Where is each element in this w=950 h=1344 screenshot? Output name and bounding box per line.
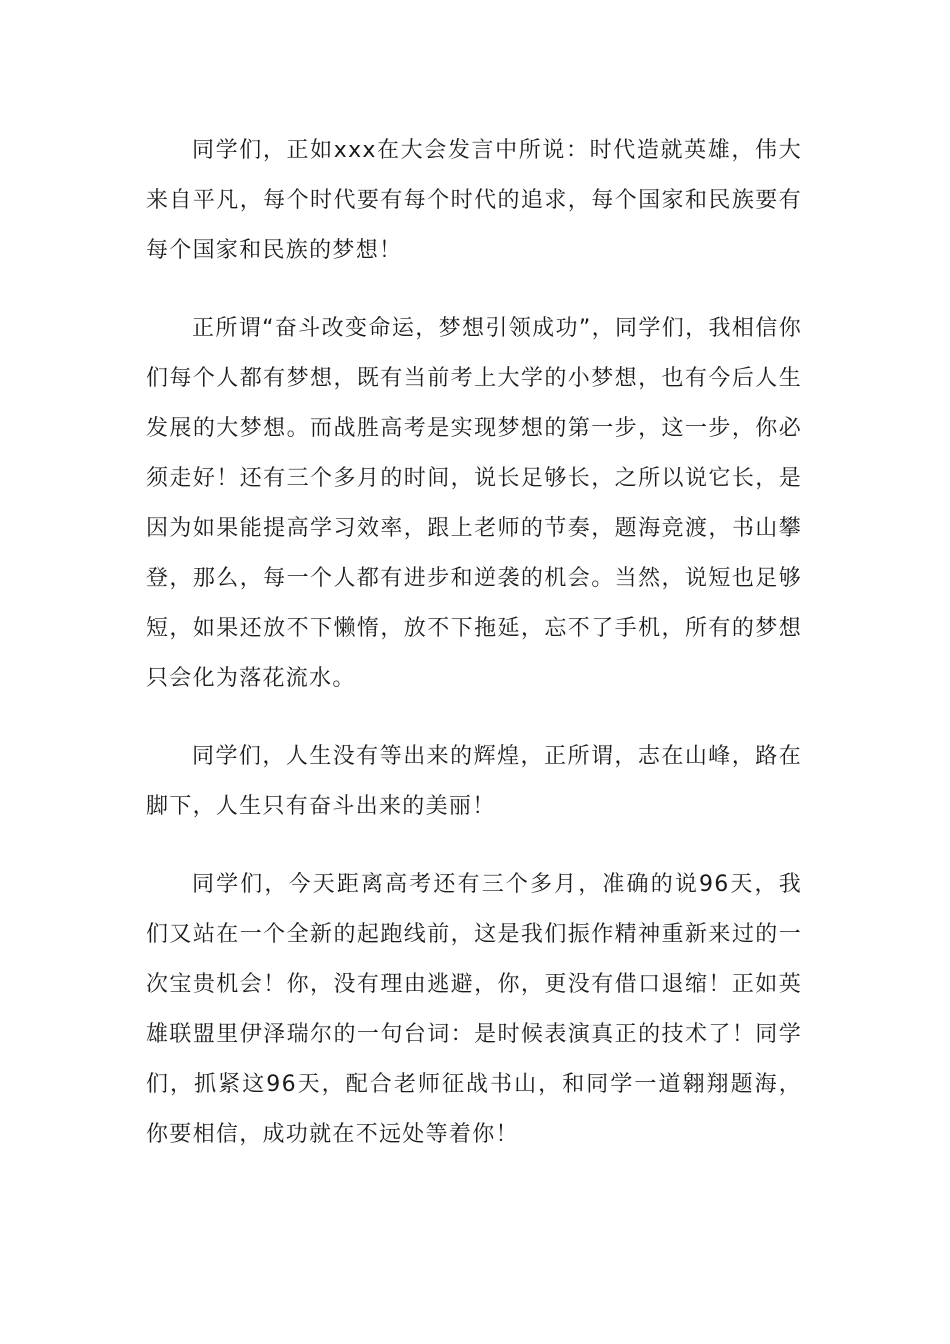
paragraph-3: 同学们，人生没有等出来的辉煌，正所谓，志在山峰，路在脚下，人生只有奋斗出来的美丽！: [146, 744, 802, 819]
paragraph-4: 同学们，今天距离高考还有三个多月，准确的说96天，我们又站在一个全新的起跑线前，这是我们振作精神重新来过的一次宝贵机会！你，没有理由逃避，你，更没有借口退缩！正如英雄联盟里伊泽瑞尔的一句台词：是时候表演真正的技术了！同学们，抓紧这96天，配合老师征战书山，和同学一道翱翔题海，你要相信，成功就在不远处等着你！: [146, 872, 802, 1147]
paragraph-1: 同学们，正如xxx在大会发言中所说：时代造就英雄，伟大来自平凡，每个时代要有每个时代的追求，每个国家和民族要有每个国家和民族的梦想！: [146, 138, 802, 263]
paragraph-2: 正所谓“奋斗改变命运，梦想引领成功”，同学们，我相信你们每个人都有梦想，既有当前考上大学的小梦想，也有今后人生发展的大梦想。而战胜高考是实现梦想的第一步，这一步，你必须走好！还有三个多月的时间，说长足够长，之所以说它长，是因为如果能提高学习效率，跟上老师的节奏，题海竞渡，书山攀登，那么，每一个人都有进步和逆袭的机会。当然，说短也足够短，如果还放不下懒惰，放不下拖延，忘不了手机，所有的梦想只会化为落花流水。: [146, 316, 802, 691]
